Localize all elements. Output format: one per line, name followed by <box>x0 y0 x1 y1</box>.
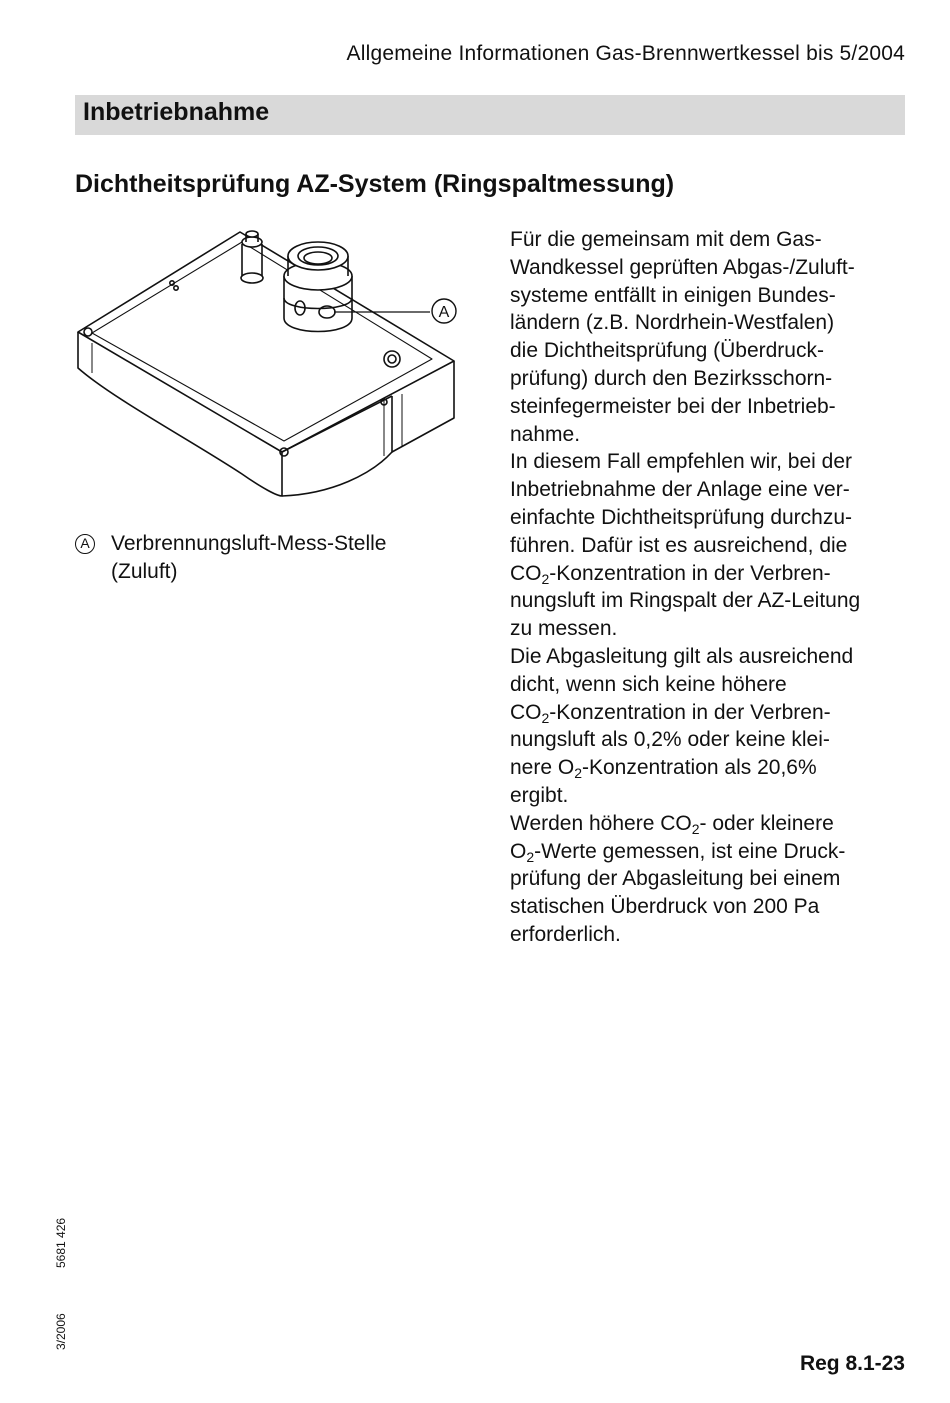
caption-marker: A <box>75 534 95 554</box>
body-line: $O_2$-Werte gemessen, ist eine Druck- <box>510 839 846 865</box>
caption-line-1: Verbrennungsluft-Mess-Stelle <box>111 532 387 555</box>
callout-a: A <box>438 304 450 321</box>
body-line: $CO_2$-Konzentration in der Verbren- <box>510 700 831 726</box>
body-line: Wandkessel geprüften Abgas-/Zuluft- <box>510 255 855 279</box>
body-line: führen. Dafür ist es ausreichend, die <box>510 533 848 557</box>
body-line: systeme entfällt in einigen Bundes- <box>510 283 836 307</box>
body-line: nungsluft im Ringspalt der AZ-Leitung <box>510 589 861 613</box>
body-line: Die Abgasleitung gilt als ausreichend <box>510 644 854 668</box>
page-number: Reg 8.1-23 <box>799 1352 905 1375</box>
body-line: nahme. <box>510 422 581 446</box>
body-text <box>510 226 910 949</box>
body-line: statischen Überdruck von 200 Pa <box>510 895 820 919</box>
body-line: $CO_2$-Konzentration in der Verbren- <box>510 561 831 587</box>
body-line: ergibt. <box>510 783 569 807</box>
body-line: Inbetriebnahme der Anlage eine ver- <box>510 478 850 502</box>
section-bar <box>75 95 905 135</box>
body-line: erforderlich. <box>510 922 621 946</box>
subheading: Dichtheitsprüfung AZ-System (Ringspaltmessung) <box>75 170 675 198</box>
body-line: ländern (z.B. Nordrhein-Westfalen) <box>510 311 835 335</box>
body-line: In diesem Fall empfehlen wir, bei der <box>510 450 852 474</box>
body-line: einfachte Dichtheitsprüfung durchzu- <box>510 505 853 529</box>
section-title: Inbetriebnahme <box>83 98 270 126</box>
document-number: 5681 426 <box>54 1217 68 1268</box>
body-line: steinfegermeister bei der Inbetrieb- <box>510 394 836 418</box>
body-line: prüfung der Abgasleitung bei einem <box>510 867 841 891</box>
body-line: nungsluft als 0,2% oder keine klei- <box>510 728 830 752</box>
issue-date: 3/2006 <box>54 1313 68 1350</box>
body-line: nere $O_2$-Konzentration als 20,6% <box>510 756 817 782</box>
body-line: Werden höhere $CO_2-$ oder kleinere <box>510 811 834 837</box>
body-line: zu messen. <box>510 617 618 641</box>
caption-text <box>111 530 471 586</box>
running-header: Allgemeine Informationen Gas-Brennwertkessel bis 5/2004 <box>346 42 905 65</box>
body-line: die Dichtheitsprüfung (Überdruck- <box>510 339 824 363</box>
body-line: prüfung) durch den Bezirksschorn- <box>510 366 833 390</box>
boiler-top-illustration <box>72 226 472 506</box>
caption-line-2: (Zuluft) <box>111 560 178 583</box>
body-line: dicht, wenn sich keine höhere <box>510 672 787 696</box>
body-line: Für die gemeinsam mit dem Gas- <box>510 228 822 251</box>
